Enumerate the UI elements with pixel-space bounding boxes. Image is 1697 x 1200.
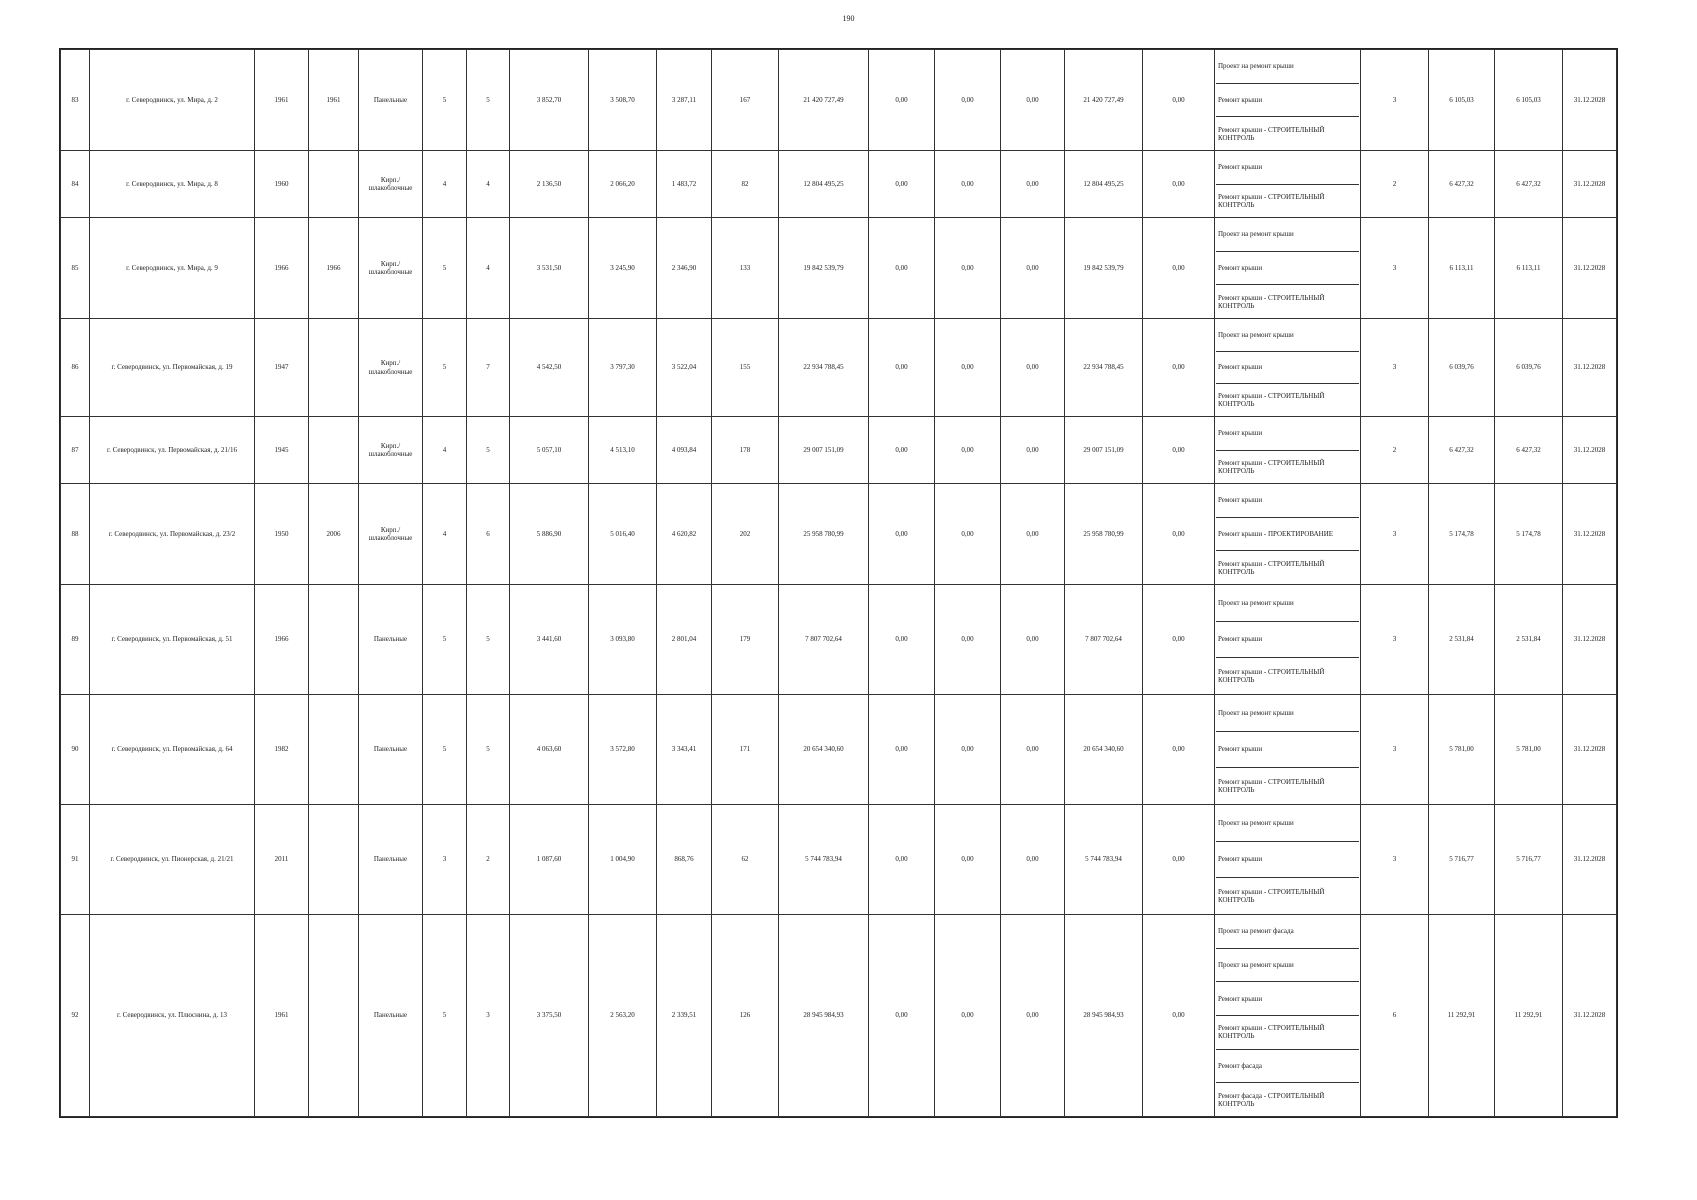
total-area: 3 441,60	[510, 585, 589, 695]
fund-local: 0,00	[1001, 915, 1065, 1117]
owned-area: 3 522,04	[657, 319, 712, 417]
row-number: 86	[61, 319, 90, 417]
entrances-count: 5	[467, 417, 510, 484]
wall-material: Кирп./шлакоблочные	[359, 417, 423, 484]
limit-cost: 6 039,76	[1495, 319, 1563, 417]
fund-other: 0,00	[1143, 50, 1215, 151]
living-area: 3 797,30	[589, 319, 657, 417]
work-item: Ремонт крыши - СТРОИТЕЛЬНЫЙ КОНТРОЛЬ	[1216, 1016, 1359, 1050]
fund-federal: 0,00	[869, 695, 935, 805]
total-area: 5 886,90	[510, 484, 589, 585]
year-renovated	[309, 695, 359, 805]
works-list-cell	[1215, 50, 1361, 151]
fund-other: 0,00	[1143, 417, 1215, 484]
total-area: 1 087,60	[510, 805, 589, 915]
entrances-count: 6	[467, 484, 510, 585]
work-item: Проект на ремонт крыши	[1216, 805, 1359, 842]
fund-regional: 0,00	[935, 695, 1001, 805]
table-row	[61, 484, 1617, 585]
owned-area: 2 801,04	[657, 585, 712, 695]
unit-cost: 6 427,32	[1429, 417, 1495, 484]
year-renovated	[309, 585, 359, 695]
year-built: 2011	[255, 805, 309, 915]
works-list	[1216, 319, 1359, 416]
cost-total: 7 807 702,64	[779, 585, 869, 695]
owned-area: 3 343,41	[657, 695, 712, 805]
entrances-count: 2	[467, 805, 510, 915]
entrances-count: 5	[467, 585, 510, 695]
address: г. Северодвинск, ул. Пионерская, д. 21/21	[90, 805, 255, 915]
floors-count: 5	[423, 218, 467, 319]
cost-owners: 25 958 780,99	[1065, 484, 1143, 585]
work-item: Ремонт крыши - СТРОИТЕЛЬНЫЙ КОНТРОЛЬ	[1218, 392, 1325, 409]
work-item: Ремонт крыши - СТРОИТЕЛЬНЫЙ КОНТРОЛЬ	[1218, 192, 1325, 209]
wall-material: Панельные	[359, 50, 423, 151]
wall-material: Кирп./шлакоблочные	[359, 151, 423, 218]
fund-regional: 0,00	[935, 50, 1001, 151]
total-area: 4 542,50	[510, 319, 589, 417]
floors-count: 5	[423, 50, 467, 151]
cost-total: 20 654 340,60	[779, 695, 869, 805]
work-item: Ремонт крыши	[1216, 732, 1359, 769]
cost-total: 5 744 783,94	[779, 805, 869, 915]
year-built: 1960	[255, 151, 309, 218]
year-renovated	[309, 915, 359, 1117]
entrances-count: 4	[467, 151, 510, 218]
fund-local: 0,00	[1001, 417, 1065, 484]
work-item: Проект на ремонт крыши	[1216, 695, 1359, 732]
unit-cost: 6 105,03	[1429, 50, 1495, 151]
unit-cost: 6 039,76	[1429, 319, 1495, 417]
entrances-count: 7	[467, 319, 510, 417]
fund-local: 0,00	[1001, 151, 1065, 218]
year-built: 1945	[255, 417, 309, 484]
year-renovated: 1966	[309, 218, 359, 319]
fund-local: 0,00	[1001, 695, 1065, 805]
cost-total: 25 958 780,99	[779, 484, 869, 585]
entrances-count: 3	[467, 915, 510, 1117]
works-list	[1216, 417, 1359, 483]
living-area: 3 245,90	[589, 218, 657, 319]
living-area: 1 004,90	[589, 805, 657, 915]
work-item: Ремонт крыши	[1216, 151, 1359, 185]
deadline: 31.12.2028	[1563, 417, 1617, 484]
living-area: 2 563,20	[589, 915, 657, 1117]
works-list-cell	[1215, 319, 1361, 417]
year-built: 1947	[255, 319, 309, 417]
limit-cost: 6 105,03	[1495, 50, 1563, 151]
works-list	[1216, 805, 1359, 914]
row-number: 85	[61, 218, 90, 319]
limit-cost: 11 292,91	[1495, 915, 1563, 1117]
fund-federal: 0,00	[869, 218, 935, 319]
wall-material: Панельные	[359, 585, 423, 695]
deadline: 31.12.2028	[1563, 218, 1617, 319]
floors-count: 3	[423, 805, 467, 915]
fund-federal: 0,00	[869, 50, 935, 151]
wall-material: Кирп./шлакоблочные	[359, 319, 423, 417]
housing-repair-table	[59, 48, 1618, 1118]
floors-count: 5	[423, 695, 467, 805]
year-built: 1966	[255, 585, 309, 695]
total-area: 3 531,50	[510, 218, 589, 319]
work-item: Ремонт крыши - СТРОИТЕЛЬНЫЙ КОНТРОЛЬ	[1218, 668, 1325, 685]
wall-material: Кирп./шлакоблочные	[359, 484, 423, 585]
address: г. Северодвинск, ул. Мира, д. 8	[90, 151, 255, 218]
fund-local: 0,00	[1001, 585, 1065, 695]
owned-area: 4 620,82	[657, 484, 712, 585]
row-number: 91	[61, 805, 90, 915]
fund-other: 0,00	[1143, 585, 1215, 695]
entrances-count: 4	[467, 218, 510, 319]
fund-federal: 0,00	[869, 151, 935, 218]
living-area: 5 016,40	[589, 484, 657, 585]
works-list	[1216, 695, 1359, 804]
works-count: 2	[1361, 151, 1429, 218]
floors-count: 4	[423, 151, 467, 218]
fund-other: 0,00	[1143, 805, 1215, 915]
limit-cost: 2 531,84	[1495, 585, 1563, 695]
work-item: Проект на ремонт крыши	[1216, 949, 1359, 983]
living-area: 3 508,70	[589, 50, 657, 151]
residents-count: 202	[712, 484, 779, 585]
year-built: 1950	[255, 484, 309, 585]
work-item: Проект на ремонт крыши	[1216, 218, 1359, 252]
address: г. Северодвинск, ул. Первомайская, д. 23/2	[90, 484, 255, 585]
total-area: 3 852,70	[510, 50, 589, 151]
fund-regional: 0,00	[935, 915, 1001, 1117]
limit-cost: 5 174,78	[1495, 484, 1563, 585]
deadline: 31.12.2028	[1563, 151, 1617, 218]
works-list-cell	[1215, 151, 1361, 218]
work-item: Ремонт крыши - СТРОИТЕЛЬНЫЙ КОНТРОЛЬ	[1218, 778, 1325, 795]
fund-other: 0,00	[1143, 218, 1215, 319]
year-renovated	[309, 417, 359, 484]
works-count: 3	[1361, 585, 1429, 695]
floors-count: 5	[423, 915, 467, 1117]
work-item: Проект на ремонт крыши	[1216, 319, 1359, 352]
address: г. Северодвинск, ул. Первомайская, д. 21/16	[90, 417, 255, 484]
unit-cost: 11 292,91	[1429, 915, 1495, 1117]
unit-cost: 6 427,32	[1429, 151, 1495, 218]
address: г. Северодвинск, ул. Первомайская, д. 64	[90, 695, 255, 805]
table-row	[61, 915, 1617, 1117]
fund-regional: 0,00	[935, 585, 1001, 695]
fund-other: 0,00	[1143, 915, 1215, 1117]
year-renovated	[309, 151, 359, 218]
residents-count: 155	[712, 319, 779, 417]
unit-cost: 5 716,77	[1429, 805, 1495, 915]
works-list-cell	[1215, 585, 1361, 695]
work-item: Проект на ремонт крыши	[1216, 585, 1359, 622]
works-list-cell	[1215, 915, 1361, 1117]
work-item: Ремонт крыши - СТРОИТЕЛЬНЫЙ КОНТРОЛЬ	[1218, 559, 1325, 576]
work-item: Ремонт крыши - СТРОИТЕЛЬНЫЙ КОНТРОЛЬ	[1218, 458, 1325, 475]
works-count: 3	[1361, 695, 1429, 805]
owned-area: 3 287,11	[657, 50, 712, 151]
work-item: Ремонт крыши	[1216, 842, 1359, 879]
address: г. Северодвинск, ул. Мира, д. 2	[90, 50, 255, 151]
unit-cost: 6 113,11	[1429, 218, 1495, 319]
limit-cost: 6 427,32	[1495, 151, 1563, 218]
page-number: 190	[842, 14, 855, 23]
cost-owners: 29 007 151,09	[1065, 417, 1143, 484]
fund-regional: 0,00	[935, 484, 1001, 585]
cost-owners: 5 744 783,94	[1065, 805, 1143, 915]
deadline: 31.12.2028	[1563, 805, 1617, 915]
residents-count: 82	[712, 151, 779, 218]
unit-cost: 5 781,00	[1429, 695, 1495, 805]
cost-owners: 21 420 727,49	[1065, 50, 1143, 151]
work-item: Ремонт крыши	[1216, 484, 1359, 518]
residents-count: 126	[712, 915, 779, 1117]
fund-local: 0,00	[1001, 50, 1065, 151]
row-number: 89	[61, 585, 90, 695]
work-item: Ремонт фасада	[1216, 1050, 1359, 1084]
limit-cost: 5 716,77	[1495, 805, 1563, 915]
owned-area: 4 093,84	[657, 417, 712, 484]
owned-area: 868,76	[657, 805, 712, 915]
works-count: 2	[1361, 417, 1429, 484]
work-item: Ремонт крыши	[1216, 84, 1359, 118]
residents-count: 171	[712, 695, 779, 805]
fund-federal: 0,00	[869, 417, 935, 484]
row-number: 90	[61, 695, 90, 805]
table-row	[61, 319, 1617, 417]
fund-regional: 0,00	[935, 151, 1001, 218]
cost-total: 28 945 984,93	[779, 915, 869, 1117]
row-number: 88	[61, 484, 90, 585]
works-list	[1216, 915, 1359, 1116]
entrances-count: 5	[467, 695, 510, 805]
row-number: 84	[61, 151, 90, 218]
work-item: Ремонт крыши	[1216, 417, 1359, 451]
table-row	[61, 50, 1617, 151]
table-row	[61, 218, 1617, 319]
fund-other: 0,00	[1143, 319, 1215, 417]
total-area: 4 063,60	[510, 695, 589, 805]
floors-count: 5	[423, 319, 467, 417]
deadline: 31.12.2028	[1563, 319, 1617, 417]
fund-federal: 0,00	[869, 319, 935, 417]
fund-federal: 0,00	[869, 805, 935, 915]
work-item: Ремонт крыши - ПРОЕКТИРОВАНИЕ	[1216, 518, 1359, 552]
address: г. Северодвинск, ул. Плюснина, д. 13	[90, 915, 255, 1117]
fund-other: 0,00	[1143, 695, 1215, 805]
cost-total: 21 420 727,49	[779, 50, 869, 151]
work-item: Проект на ремонт фасада	[1216, 915, 1359, 949]
fund-local: 0,00	[1001, 218, 1065, 319]
work-item: Проект на ремонт крыши	[1216, 50, 1359, 84]
works-list-cell	[1215, 218, 1361, 319]
living-area: 3 093,80	[589, 585, 657, 695]
works-list-cell	[1215, 695, 1361, 805]
cost-owners: 19 842 539,79	[1065, 218, 1143, 319]
living-area: 3 572,80	[589, 695, 657, 805]
deadline: 31.12.2028	[1563, 585, 1617, 695]
owned-area: 2 339,51	[657, 915, 712, 1117]
work-item: Ремонт фасада - СТРОИТЕЛЬНЫЙ КОНТРОЛЬ	[1218, 1091, 1325, 1108]
works-list	[1216, 218, 1359, 318]
living-area: 2 066,20	[589, 151, 657, 218]
cost-owners: 7 807 702,64	[1065, 585, 1143, 695]
wall-material: Кирп./шлакоблочные	[359, 218, 423, 319]
address: г. Северодвинск, ул. Мира, д. 9	[90, 218, 255, 319]
floors-count: 5	[423, 585, 467, 695]
year-renovated: 1961	[309, 50, 359, 151]
cost-owners: 22 934 788,45	[1065, 319, 1143, 417]
work-item: Ремонт крыши	[1216, 622, 1359, 659]
wall-material: Панельные	[359, 915, 423, 1117]
floors-count: 4	[423, 417, 467, 484]
unit-cost: 2 531,84	[1429, 585, 1495, 695]
residents-count: 133	[712, 218, 779, 319]
works-count: 3	[1361, 319, 1429, 417]
works-count: 3	[1361, 218, 1429, 319]
deadline: 31.12.2028	[1563, 50, 1617, 151]
limit-cost: 5 781,00	[1495, 695, 1563, 805]
entrances-count: 5	[467, 50, 510, 151]
cost-owners: 28 945 984,93	[1065, 915, 1143, 1117]
work-item: Ремонт крыши	[1216, 352, 1359, 385]
row-number: 87	[61, 417, 90, 484]
work-item: Ремонт крыши - СТРОИТЕЛЬНЫЙ КОНТРОЛЬ	[1218, 125, 1325, 142]
works-list	[1216, 484, 1359, 584]
fund-regional: 0,00	[935, 218, 1001, 319]
owned-area: 2 346,90	[657, 218, 712, 319]
year-renovated: 2006	[309, 484, 359, 585]
works-count: 6	[1361, 915, 1429, 1117]
row-number: 92	[61, 915, 90, 1117]
fund-regional: 0,00	[935, 417, 1001, 484]
fund-federal: 0,00	[869, 484, 935, 585]
work-item: Ремонт крыши - СТРОИТЕЛЬНЫЙ КОНТРОЛЬ	[1218, 888, 1325, 905]
works-count: 3	[1361, 805, 1429, 915]
deadline: 31.12.2028	[1563, 484, 1617, 585]
residents-count: 167	[712, 50, 779, 151]
table-row	[61, 695, 1617, 805]
work-item: Ремонт крыши - СТРОИТЕЛЬНЫЙ КОНТРОЛЬ	[1218, 293, 1325, 310]
year-built: 1966	[255, 218, 309, 319]
works-list	[1216, 585, 1359, 694]
year-renovated	[309, 805, 359, 915]
living-area: 4 513,10	[589, 417, 657, 484]
wall-material: Панельные	[359, 805, 423, 915]
fund-other: 0,00	[1143, 484, 1215, 585]
fund-regional: 0,00	[935, 805, 1001, 915]
fund-other: 0,00	[1143, 151, 1215, 218]
deadline: 31.12.2028	[1563, 695, 1617, 805]
work-item: Ремонт крыши	[1216, 982, 1359, 1016]
works-list	[1216, 50, 1359, 150]
works-list	[1216, 151, 1359, 217]
total-area: 2 136,50	[510, 151, 589, 218]
residents-count: 62	[712, 805, 779, 915]
works-list-cell	[1215, 805, 1361, 915]
works-list-cell	[1215, 484, 1361, 585]
residents-count: 179	[712, 585, 779, 695]
table-row	[61, 805, 1617, 915]
fund-federal: 0,00	[869, 915, 935, 1117]
row-number: 83	[61, 50, 90, 151]
year-renovated	[309, 319, 359, 417]
fund-regional: 0,00	[935, 319, 1001, 417]
cost-owners: 12 804 495,25	[1065, 151, 1143, 218]
unit-cost: 5 174,78	[1429, 484, 1495, 585]
work-item: Ремонт крыши	[1216, 252, 1359, 286]
table-row	[61, 417, 1617, 484]
address: г. Северодвинск, ул. Первомайская, д. 51	[90, 585, 255, 695]
works-list-cell	[1215, 417, 1361, 484]
floors-count: 4	[423, 484, 467, 585]
total-area: 3 375,50	[510, 915, 589, 1117]
works-count: 3	[1361, 484, 1429, 585]
fund-local: 0,00	[1001, 319, 1065, 417]
year-built: 1982	[255, 695, 309, 805]
residents-count: 178	[712, 417, 779, 484]
year-built: 1961	[255, 915, 309, 1117]
fund-local: 0,00	[1001, 805, 1065, 915]
cost-total: 19 842 539,79	[779, 218, 869, 319]
deadline: 31.12.2028	[1563, 915, 1617, 1117]
total-area: 5 057,10	[510, 417, 589, 484]
cost-owners: 20 654 340,60	[1065, 695, 1143, 805]
limit-cost: 6 113,11	[1495, 218, 1563, 319]
works-count: 3	[1361, 50, 1429, 151]
address: г. Северодвинск, ул. Первомайская, д. 19	[90, 319, 255, 417]
owned-area: 1 483,72	[657, 151, 712, 218]
limit-cost: 6 427,32	[1495, 417, 1563, 484]
wall-material: Панельные	[359, 695, 423, 805]
table-row	[61, 585, 1617, 695]
table-row	[61, 151, 1617, 218]
year-built: 1961	[255, 50, 309, 151]
fund-local: 0,00	[1001, 484, 1065, 585]
cost-total: 29 007 151,09	[779, 417, 869, 484]
cost-total: 12 804 495,25	[779, 151, 869, 218]
cost-total: 22 934 788,45	[779, 319, 869, 417]
fund-federal: 0,00	[869, 585, 935, 695]
